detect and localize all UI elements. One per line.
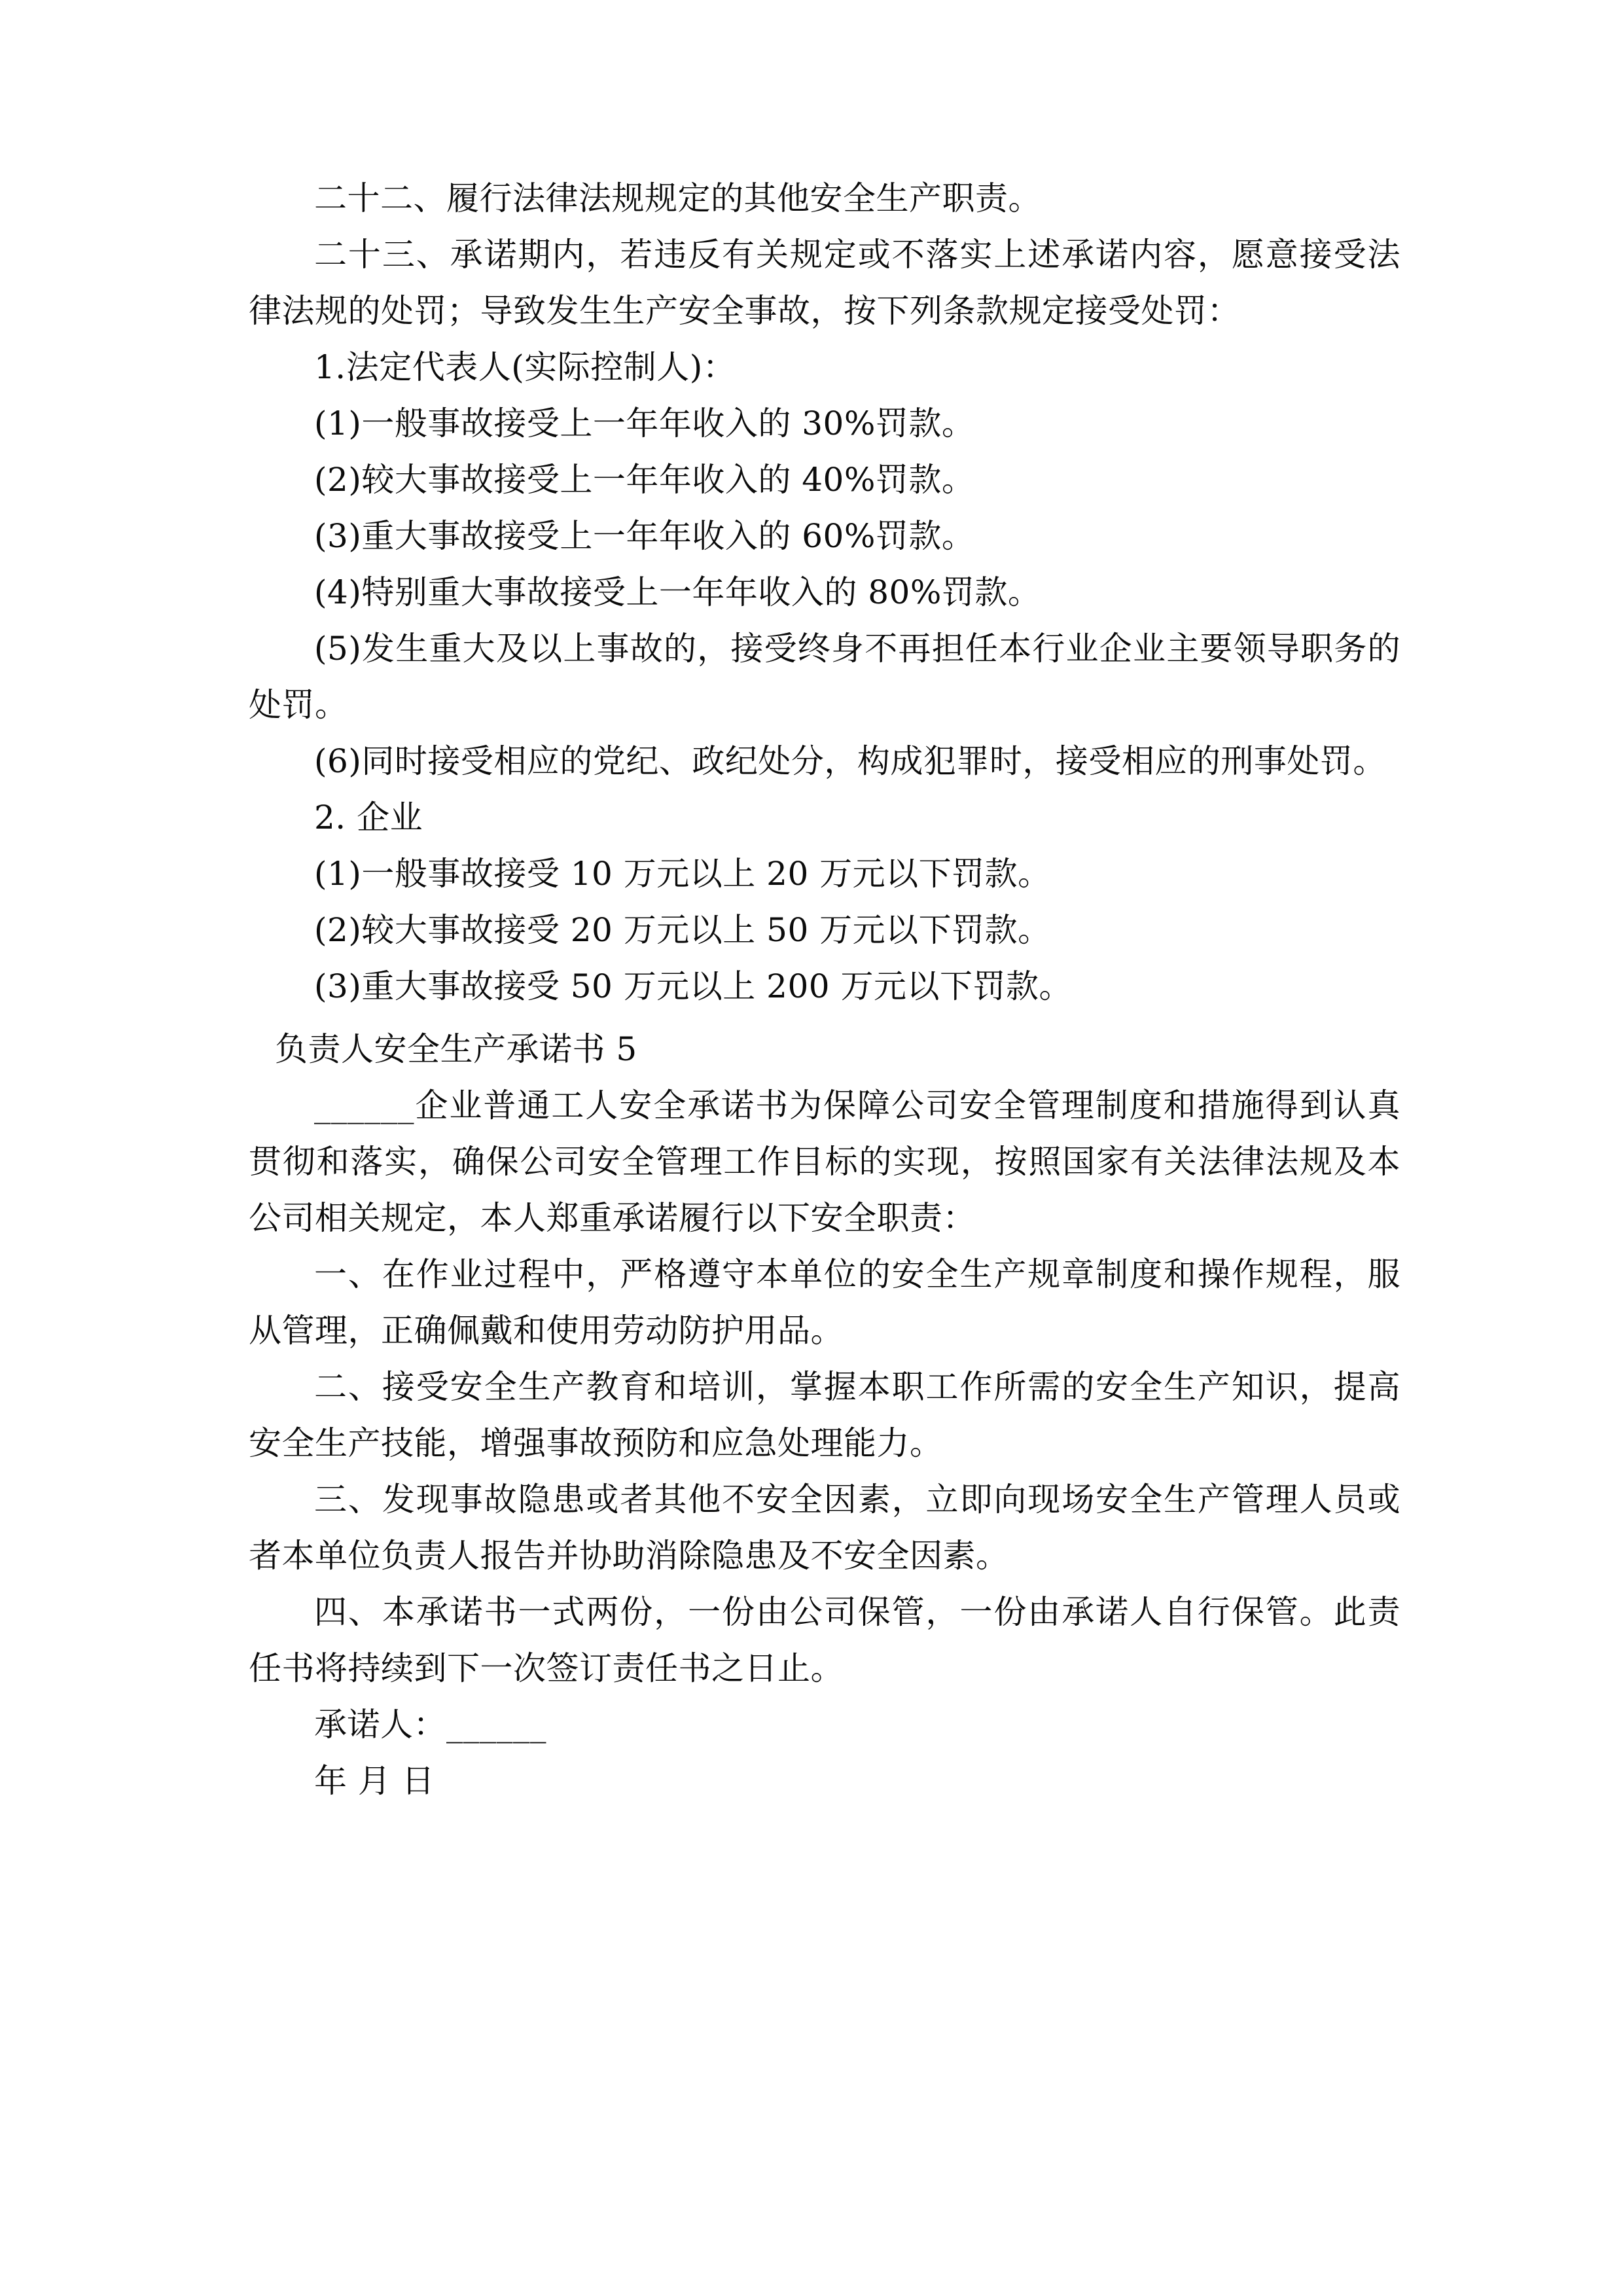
paragraph: 二十二、履行法律法规规定的其他安全生产职责。 <box>314 179 1041 217</box>
signature-line: 承诺人：______ <box>314 1706 546 1744</box>
document-body <box>249 170 1400 1809</box>
date-line: 年 月 日 <box>314 1762 435 1800</box>
paragraph: (5)发生重大及以上事故的，接受终身不再担任本行业企业主要领导职务的处罚。 <box>249 630 1400 724</box>
paragraph: 四、本承诺书一式两份，一份由公司保管，一份由承诺人自行保管。此责任书将持续到下一次签订责任书之日止。 <box>249 1593 1400 1687</box>
section-heading: 负责人安全生产承诺书 5 <box>275 1030 637 1068</box>
paragraph: (6)同时接受相应的党纪、政纪处分，构成犯罪时，接受相应的刑事处罚。 <box>314 742 1386 780</box>
paragraph: 2. 企业 <box>314 798 423 836</box>
paragraph: (1)一般事故接受上一年年收入的 30%罚款。 <box>314 404 975 442</box>
paragraph: 二十三、承诺期内，若违反有关规定或不落实上述承诺内容，愿意接受法律法规的处罚；导致发生生产安全事故，按下列条款规定接受处罚： <box>249 236 1400 330</box>
paragraph: (1)一般事故接受 10 万元以上 20 万元以下罚款。 <box>314 855 1051 893</box>
paragraph: 1.法定代表人(实际控制人)： <box>314 348 736 386</box>
paragraph: (3)重大事故接受 50 万元以上 200 万元以下罚款。 <box>314 967 1072 1005</box>
paragraph: 三、发现事故隐患或者其他不安全因素，立即向现场安全生产管理人员或者本单位负责人报告并协助消除隐患及不安全因素。 <box>249 1480 1400 1575</box>
paragraph: (2)较大事故接受上一年年收入的 40%罚款。 <box>314 461 975 499</box>
paragraph: (3)重大事故接受上一年年收入的 60%罚款。 <box>314 517 975 555</box>
paragraph: ______企业普通工人安全承诺书为保障公司安全管理制度和措施得到认真贯彻和落实，确保公司安全管理工作目标的实现，按照国家有关法律法规及本公司相关规定，本人郑重承诺履行以下安全职责： <box>249 1086 1400 1237</box>
paragraph: (2)较大事故接受 20 万元以上 50 万元以下罚款。 <box>314 911 1051 949</box>
paragraph: (4)特别重大事故接受上一年年收入的 80%罚款。 <box>314 573 1041 611</box>
paragraph: 二、接受安全生产教育和培训，掌握本职工作所需的安全生产知识，提高安全生产技能，增强事故预防和应急处理能力。 <box>249 1368 1400 1462</box>
paragraph: 一、在作业过程中，严格遵守本单位的安全生产规章制度和操作规程，服从管理，正确佩戴和使用劳动防护用品。 <box>249 1255 1400 1350</box>
